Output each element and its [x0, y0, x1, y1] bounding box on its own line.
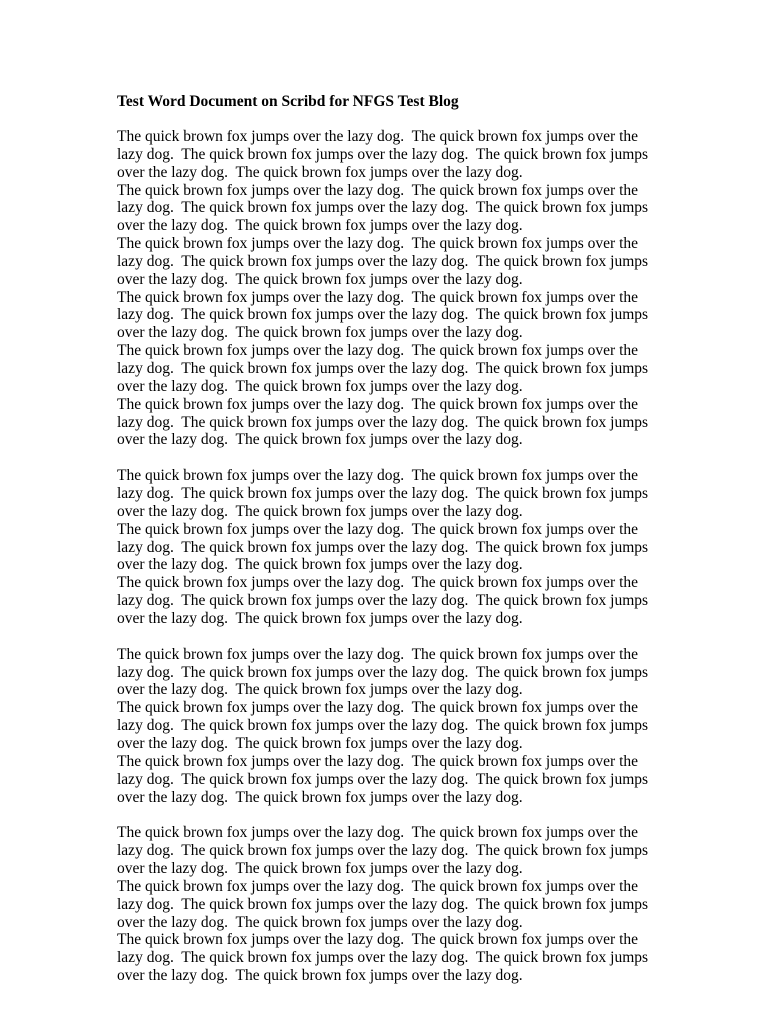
- text-line: The quick brown fox jumps over the lazy dog. The quick brown fox jumps over the: [117, 128, 639, 145]
- text-line: lazy dog. The quick brown fox jumps over the lazy dog. The quick brown fox jumps: [117, 592, 649, 610]
- document-body: [117, 128, 657, 985]
- text-line: over the lazy dog. The quick brown fox jumps over the lazy dog.: [117, 860, 523, 878]
- text-line: The quick brown fox jumps over the lazy dog. The quick brown fox jumps over the: [117, 467, 639, 485]
- text-line: The quick brown fox jumps over the lazy dog. The quick brown fox jumps over the: [117, 574, 639, 592]
- text-line: The quick brown fox jumps over the lazy dog. The quick brown fox jumps over the: [117, 288, 639, 306]
- text-line: lazy dog. The quick brown fox jumps over the lazy dog. The quick brown fox jumps: [117, 199, 649, 217]
- text-line: The quick brown fox jumps over the lazy dog. The quick brown fox jumps over the: [117, 395, 639, 413]
- text-line: lazy dog. The quick brown fox jumps over the lazy dog. The quick brown fox jumps: [117, 485, 649, 503]
- paragraph: [117, 646, 657, 807]
- text-line: over the lazy dog. The quick brown fox jumps over the lazy dog.: [117, 377, 523, 395]
- text-line: over the lazy dog. The quick brown fox jumps over the lazy dog.: [117, 270, 523, 288]
- text-line: lazy dog. The quick brown fox jumps over the lazy dog. The quick brown fox jumps: [117, 306, 649, 324]
- text-line: The quick brown fox jumps over the lazy dog. The quick brown fox jumps over the: [117, 699, 639, 717]
- text-line: lazy dog. The quick brown fox jumps over the lazy dog. The quick brown fox jumps: [117, 842, 649, 860]
- text-line: The quick brown fox jumps over the lazy dog. The quick brown fox jumps over the: [117, 645, 639, 663]
- text-line: lazy dog. The quick brown fox jumps over the lazy dog. The quick brown fox jumps: [117, 413, 649, 431]
- paragraph: [117, 128, 657, 449]
- document-title: Test Word Document on Scribd for NFGS Test Blog: [117, 93, 459, 110]
- text-line: lazy dog. The quick brown fox jumps over the lazy dog. The quick brown fox jumps: [117, 252, 649, 270]
- text-line: over the lazy dog. The quick brown fox jumps over the lazy dog.: [117, 556, 523, 574]
- paragraph: [117, 824, 657, 985]
- text-line: lazy dog. The quick brown fox jumps over the lazy dog. The quick brown fox jumps: [117, 717, 649, 735]
- text-line: over the lazy dog. The quick brown fox jumps over the lazy dog.: [117, 502, 523, 520]
- text-line: over the lazy dog. The quick brown fox jumps over the lazy dog.: [117, 913, 523, 931]
- text-line: lazy dog. The quick brown fox jumps over the lazy dog. The quick brown fox jumps: [117, 949, 649, 967]
- text-line: over the lazy dog. The quick brown fox jumps over the lazy dog.: [117, 788, 523, 806]
- text-line: The quick brown fox jumps over the lazy dog. The quick brown fox jumps over the: [117, 931, 639, 949]
- text-line: The quick brown fox jumps over the lazy dog. The quick brown fox jumps over the: [117, 752, 639, 770]
- text-line: lazy dog. The quick brown fox jumps over the lazy dog. The quick brown fox jumps: [117, 895, 649, 913]
- text-line: The quick brown fox jumps over the lazy dog. The quick brown fox jumps over the: [117, 342, 639, 360]
- text-line: The quick brown fox jumps over the lazy dog. The quick brown fox jumps over the: [117, 520, 639, 538]
- text-line: over the lazy dog. The quick brown fox jumps over the lazy dog.: [117, 163, 523, 181]
- text-line: The quick brown fox jumps over the lazy dog. The quick brown fox jumps over the: [117, 235, 639, 253]
- text-line: over the lazy dog. The quick brown fox jumps over the lazy dog.: [117, 681, 523, 699]
- text-line: over the lazy dog. The quick brown fox jumps over the lazy dog.: [117, 735, 523, 752]
- text-line: The quick brown fox jumps over the lazy dog. The quick brown fox jumps over the: [117, 824, 639, 842]
- text-line: The quick brown fox jumps over the lazy dog. The quick brown fox jumps over the: [117, 877, 639, 895]
- text-line: lazy dog. The quick brown fox jumps over the lazy dog. The quick brown fox jumps: [117, 359, 649, 377]
- paragraph: [117, 467, 657, 628]
- text-line: The quick brown fox jumps over the lazy dog. The quick brown fox jumps over the: [117, 181, 639, 199]
- text-line: lazy dog. The quick brown fox jumps over the lazy dog. The quick brown fox jumps: [117, 538, 649, 556]
- text-line: lazy dog. The quick brown fox jumps over the lazy dog. The quick brown fox jumps: [117, 663, 649, 681]
- text-line: lazy dog. The quick brown fox jumps over the lazy dog. The quick brown fox jumps: [117, 770, 649, 788]
- text-line: over the lazy dog. The quick brown fox jumps over the lazy dog.: [117, 324, 523, 342]
- text-line: lazy dog. The quick brown fox jumps over the lazy dog. The quick brown fox jumps: [117, 145, 649, 163]
- text-line: over the lazy dog. The quick brown fox jumps over the lazy dog.: [117, 217, 523, 235]
- text-line: over the lazy dog. The quick brown fox jumps over the lazy dog.: [117, 609, 523, 627]
- text-line: over the lazy dog. The quick brown fox jumps over the lazy dog.: [117, 967, 523, 985]
- text-line: over the lazy dog. The quick brown fox jumps over the lazy dog.: [117, 431, 523, 449]
